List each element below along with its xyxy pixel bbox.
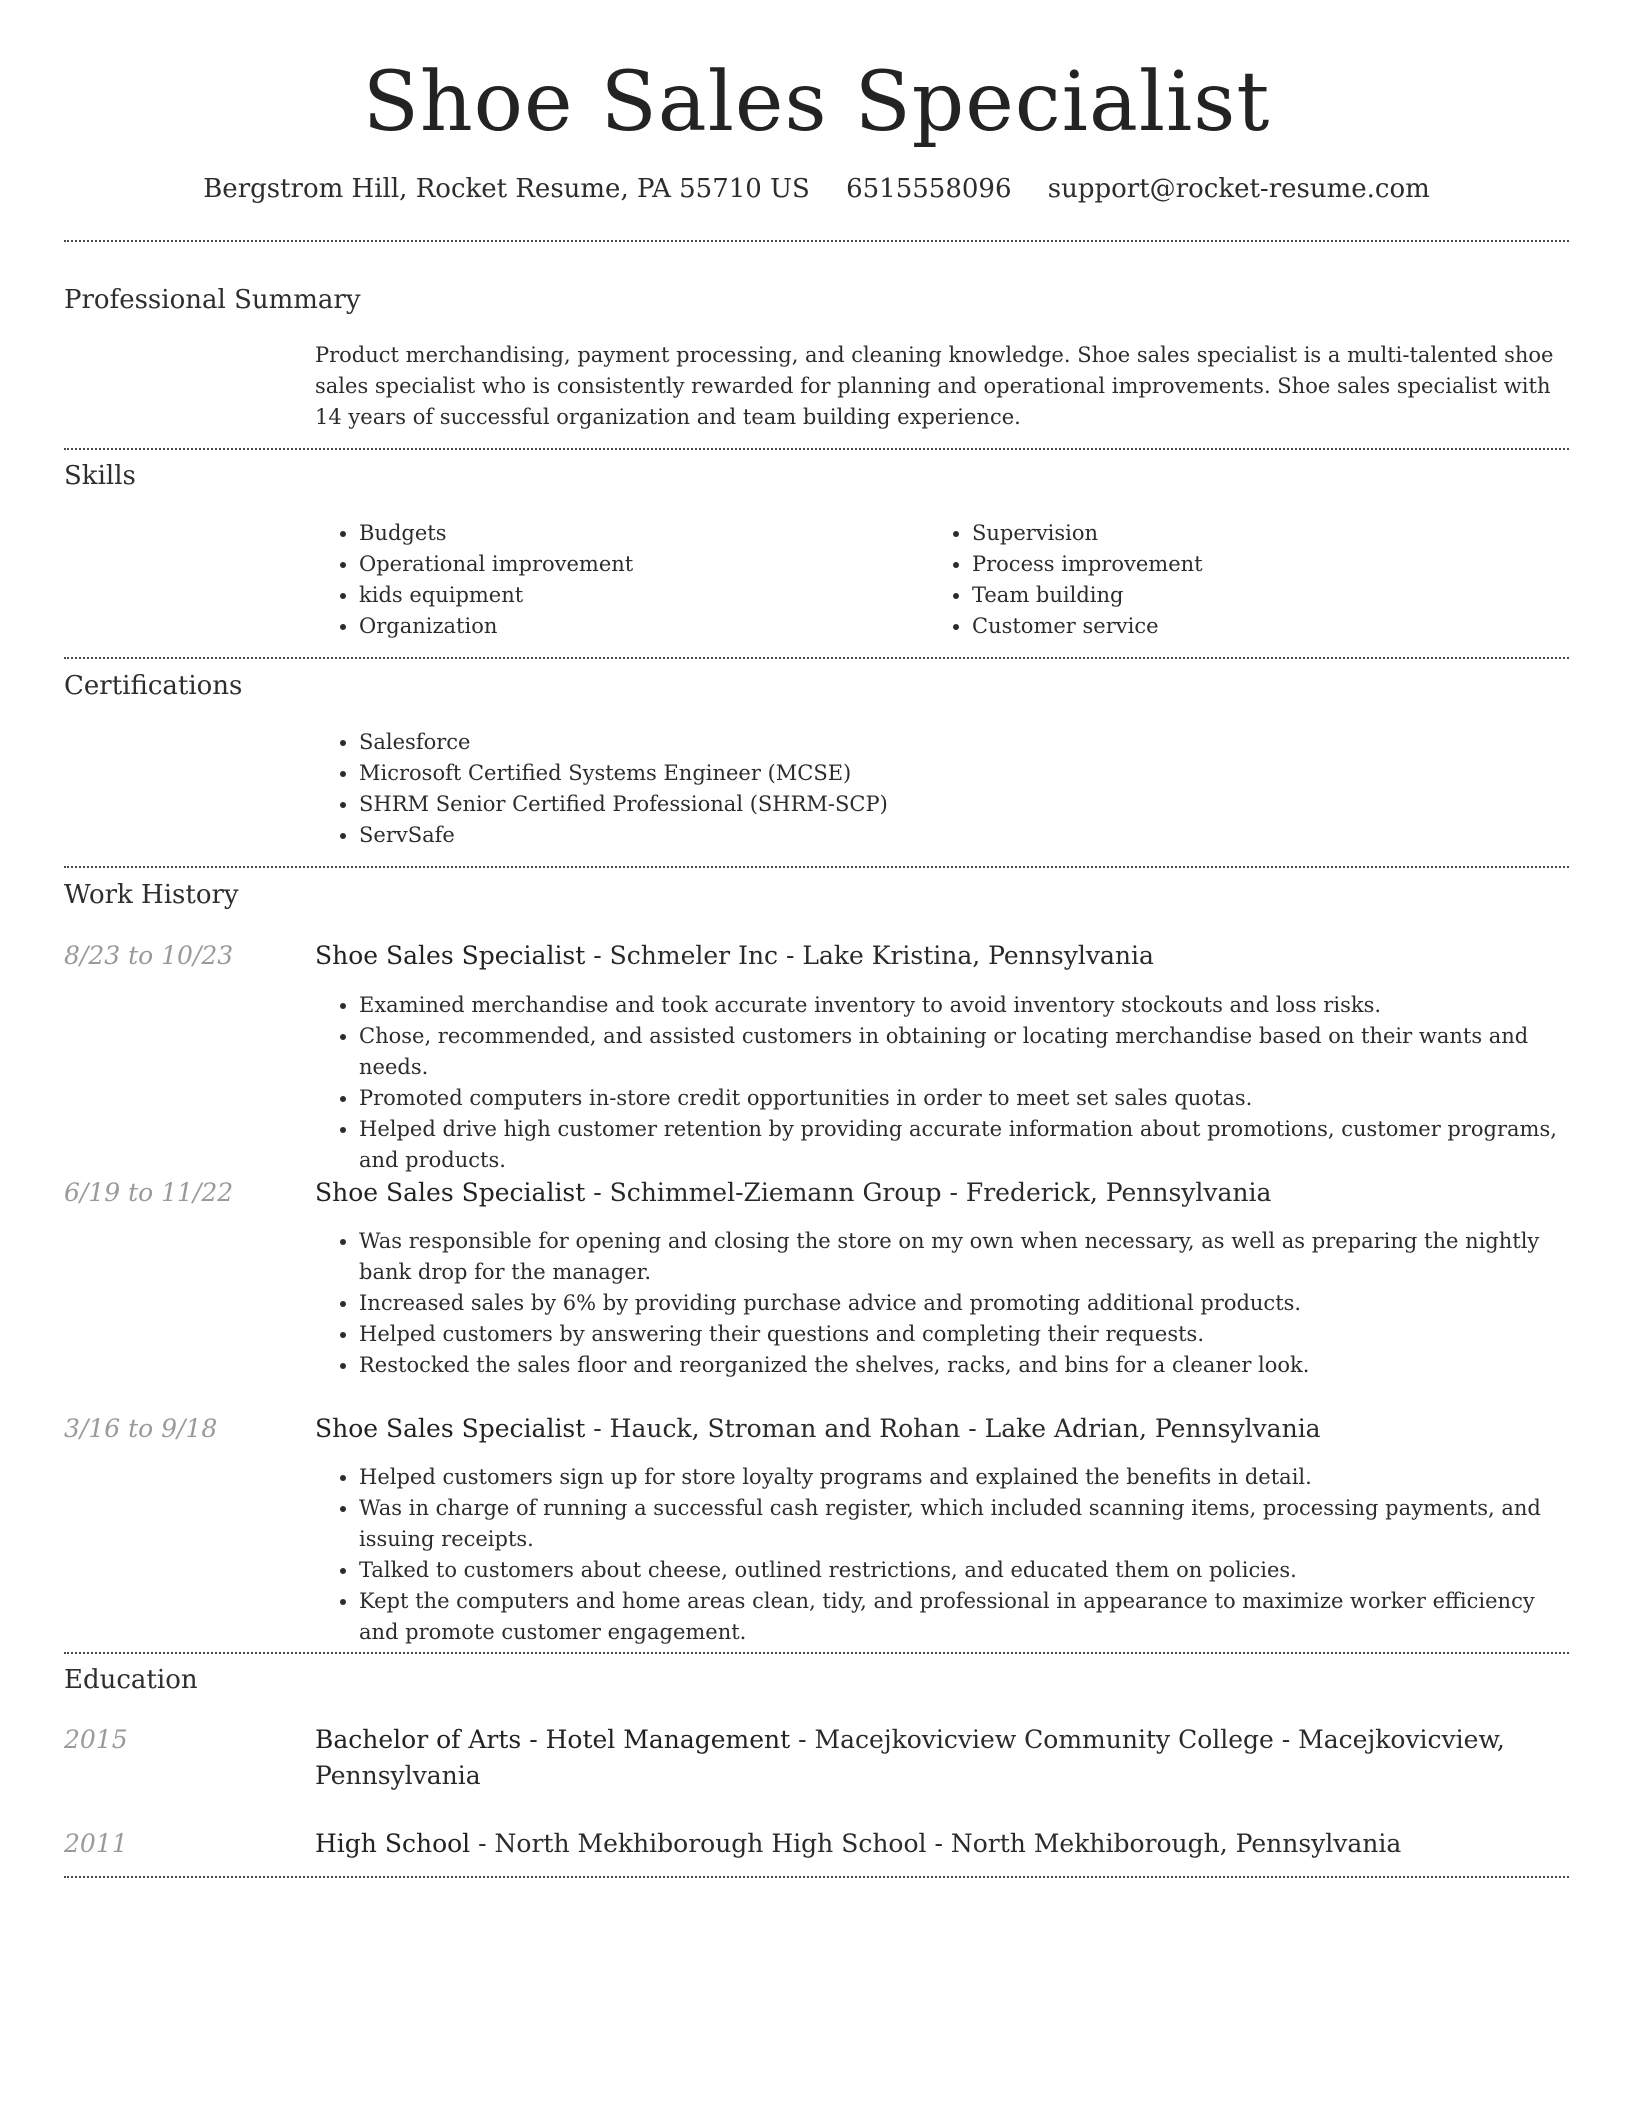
job-employer-location: - Schimmel-Ziemann Group - Frederick, Pennsylvania: [585, 1178, 1272, 1207]
education-entry: [315, 1722, 1569, 1794]
job-position: Shoe Sales Specialist: [315, 941, 586, 970]
education-school-location: - Macejkovicview Community College - Macejkovicview, Pennsylvania: [315, 1725, 1505, 1790]
divider: [64, 1876, 1569, 1878]
divider: [64, 448, 1569, 450]
job-title: [315, 938, 1569, 974]
job-position: Shoe Sales Specialist: [315, 1178, 586, 1207]
job-bullet: • Chose, recommended, and assisted customers in obtaining or locating merchandise based on their wants and needs.: [359, 1021, 1569, 1083]
education-year: 2015: [64, 1725, 128, 1754]
job-dates: 6/19 to 11/22: [64, 1178, 234, 1207]
education-school-location: - North Mekhiborough High School - North Mekhiborough, Pennsylvania: [470, 1829, 1402, 1858]
certification-item: • Salesforce: [359, 727, 1569, 758]
divider: [64, 657, 1569, 659]
certifications-list: [315, 727, 1569, 851]
skill-item: • Process improvement: [972, 549, 1528, 580]
section-title-summary: Professional Summary: [64, 285, 361, 315]
job-bullets: [315, 1226, 1569, 1381]
job-employer-location: - Hauck, Stroman and Rohan - Lake Adrian, Pennsylvania: [585, 1414, 1321, 1443]
education-degree: Bachelor of Arts - Hotel Management: [315, 1725, 791, 1754]
skill-item: • Customer service: [972, 611, 1528, 642]
job-bullet: • Helped customers sign up for store loyalty programs and explained the benefits in detail.: [359, 1462, 1569, 1493]
job-bullet: • Helped customers by answering their questions and completing their requests.: [359, 1319, 1569, 1350]
contact-address: Bergstrom Hill, Rocket Resume, PA 55710 US: [203, 174, 810, 204]
section-title-work-history: Work History: [64, 880, 239, 910]
job-bullet: • Kept the computers and home areas clean, tidy, and professional in appearance to maximize worker efficiency and promote customer engagement.: [359, 1586, 1569, 1648]
section-title-certifications: Certifications: [64, 671, 243, 701]
skill-item: • Team building: [972, 580, 1528, 611]
skill-item: • Supervision: [972, 518, 1528, 549]
job-title: [315, 1411, 1569, 1447]
job-bullet: • Examined merchandise and took accurate inventory to avoid inventory stockouts and loss risks.: [359, 990, 1569, 1021]
education-degree: High School: [315, 1829, 471, 1858]
section-title-education: Education: [64, 1665, 198, 1695]
job-bullets: [315, 1462, 1569, 1648]
skills-column-left: [315, 518, 915, 642]
skill-item: • Organization: [359, 611, 915, 642]
divider: [64, 240, 1569, 242]
skill-item: • Operational improvement: [359, 549, 915, 580]
education-year: 2011: [64, 1829, 128, 1858]
job-bullet: • Talked to customers about cheese, outlined restrictions, and educated them on policies.: [359, 1555, 1569, 1586]
contact-line: [64, 170, 1569, 208]
job-title: [315, 1175, 1569, 1211]
section-title-skills: Skills: [64, 461, 136, 491]
job-bullet: • Was in charge of running a successful cash register, which included scanning items, processing payments, and issuing receipts.: [359, 1493, 1569, 1555]
divider: [64, 1652, 1569, 1654]
job-bullet: • Increased sales by 6% by providing purchase advice and promoting additional products.: [359, 1288, 1569, 1319]
job-bullet: • Restocked the sales floor and reorganized the shelves, racks, and bins for a cleaner look.: [359, 1350, 1569, 1381]
job-bullet: • Helped drive high customer retention by providing accurate information about promotions, customer programs, and products.: [359, 1114, 1569, 1176]
skill-item: • Budgets: [359, 518, 915, 549]
job-employer-location: - Schmeler Inc - Lake Kristina, Pennsylvania: [585, 941, 1154, 970]
contact-email: support@rocket-resume.com: [1047, 174, 1430, 204]
job-bullet: • Promoted computers in-store credit opportunities in order to meet set sales quotas.: [359, 1083, 1569, 1114]
job-bullets: [315, 990, 1569, 1176]
certification-item: • ServSafe: [359, 820, 1569, 851]
job-bullet: • Was responsible for opening and closing the store on my own when necessary, as well as preparing the nightly bank drop for the manager.: [359, 1226, 1569, 1288]
divider: [64, 866, 1569, 868]
contact-phone: 6515558096: [846, 174, 1012, 204]
skill-item: • kids equipment: [359, 580, 915, 611]
summary-text: Product merchandising, payment processing, and cleaning knowledge. Shoe sales specialist is a multi-talented shoe sales specialist who is consistently rewarded for planning and operational improvements. Shoe sales specialist with 14 years of successful organization and team building experience.: [315, 343, 1554, 429]
job-position: Shoe Sales Specialist: [315, 1414, 586, 1443]
skills-column-right: [928, 518, 1528, 642]
job-dates: 8/23 to 10/23: [64, 941, 234, 970]
education-entry: [315, 1826, 1569, 1862]
certification-item: • SHRM Senior Certified Professional (SHRM-SCP): [359, 789, 1569, 820]
job-dates: 3/16 to 9/18: [64, 1414, 218, 1443]
candidate-name: Shoe Sales Specialist: [362, 55, 1271, 150]
certification-item: • Microsoft Certified Systems Engineer (MCSE): [359, 758, 1569, 789]
